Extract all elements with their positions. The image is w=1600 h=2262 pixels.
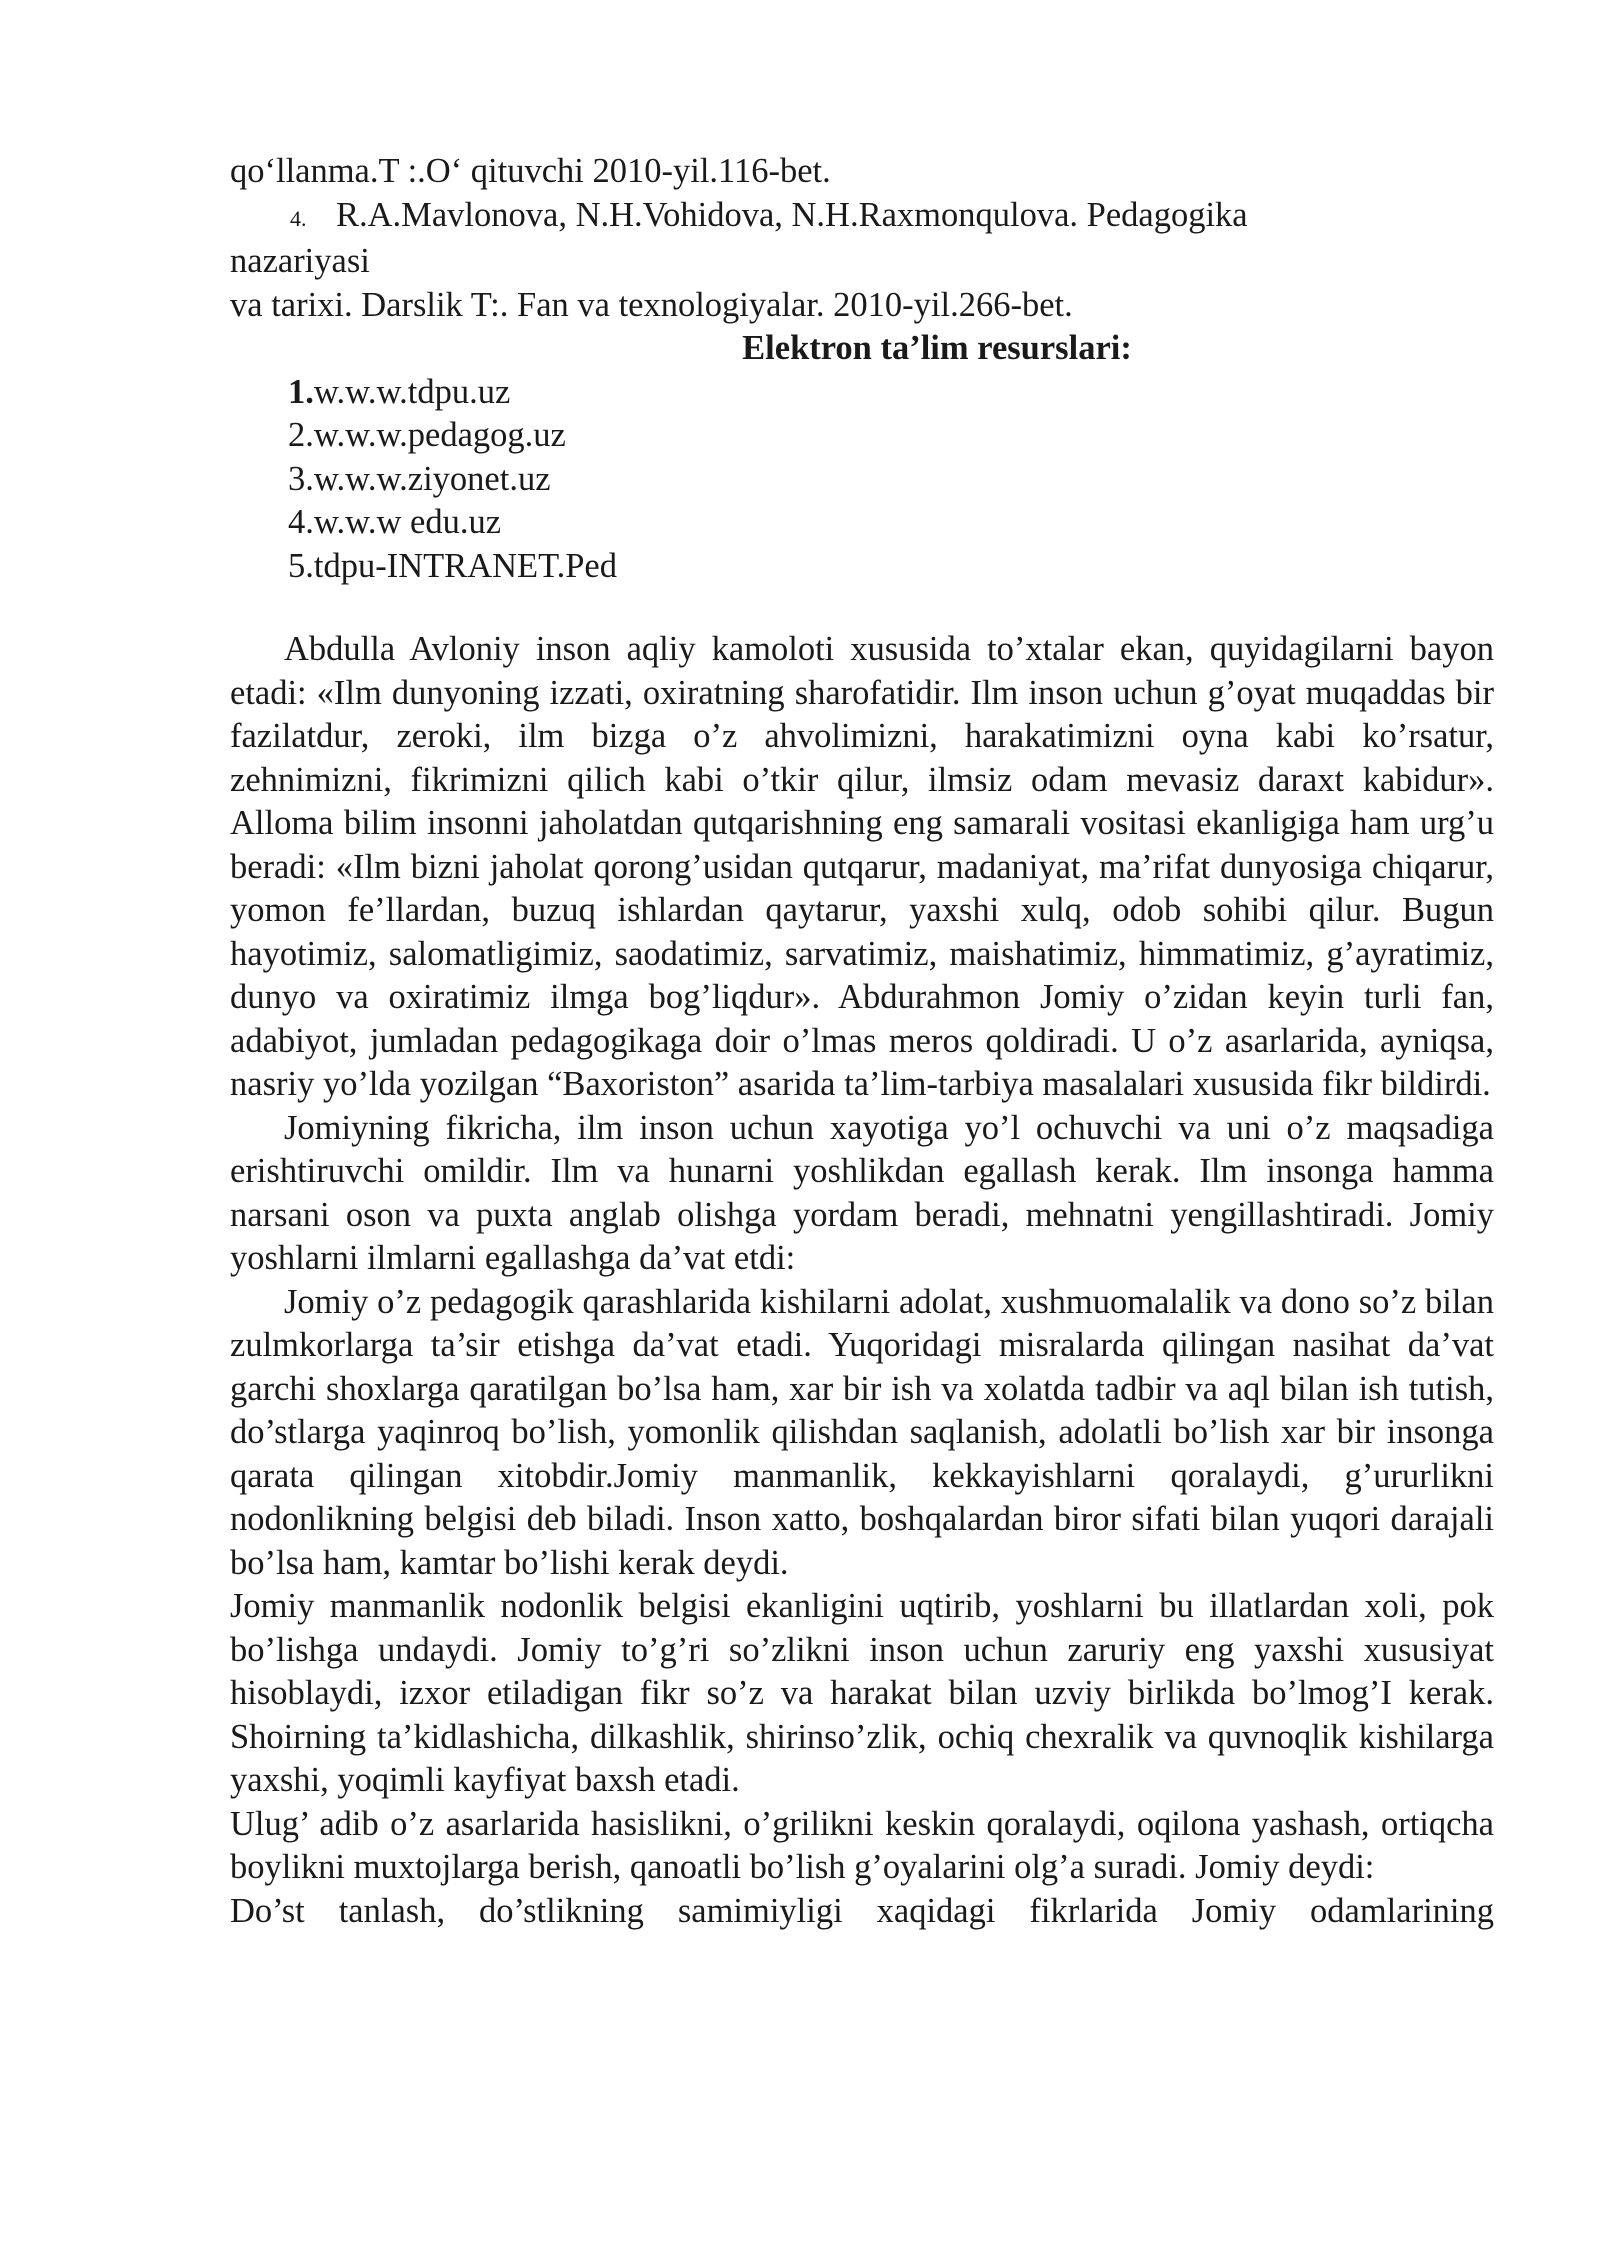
resource-number: 4.	[288, 503, 314, 541]
resource-number: 5.	[288, 546, 314, 585]
paragraph: Abdulla Avloniy inson aqliy kamoloti xususida to’xtalar ekan, quyidagilarni bayon etadi: «Ilm dunyoning izzati, oxiratning sharofatidir. Ilm inson uchun g’oyat muqaddas bir fazilatdur, zeroki, ilm bizga o’z ahvolimizni, harakatimizni oyna kabi ko’rsatur, zehnimizni, fikrimizni qilich kabi o’tkir qilur, ilmsiz odam mevasiz daraxt kabidur». Alloma bilim insonni jaholatdan qutqarishning eng samarali vositasi ekanligiga ham urg’u beradi: «Ilm bizni jaholat qorong’usidan qutqarur, madaniyat, ma’rifat dunyosiga chiqarur, yomon fe’llardan, buzuq ishlardan qaytarur, yaxshi xulq, odob sohibi qilur. Bugun hayotimiz, salomatligimiz, saodatimiz, sarvatimiz, maishatimiz, himmatimiz, g’ayratimiz, dunyo va oxiratimiz ilmga bog’liqdur». Abdurahmon Jomiy o’zidan keyin turli fan, adabiyot, jumladan pedagogikaga doir o’lmas meros qoldiradi. U o’z asarlarida, ayniqsa, nasriy yo’lda yozilgan “Baxoriston” asarida ta’lim-tarbiya masalalari xususida fikr bildirdi.	[230, 630, 1494, 1103]
paragraph: Jomiy o’z pedagogik qarashlarida kishilarni adolat, xushmuomalalik va dono so’z bilan zulmkorlarga ta’sir etishga da’vat etadi. Yuqoridagi misralarda qilingan nasihat da’vat garchi shoxlarga qaratilgan bo’lsa ham, xar bir ish va xolatda tadbir va aql bilan ish tutish, do’stlarga yaqinroq bo’lish, yomonlik qilishdan saqlanish, adolatli bo’lish xar bir insonga qarata qilingan xitobdir.Jomiy manmanlik, kekkayishlarni qoralaydi, g’ururlikni nodonlikning belgisi deb biladi. Inson xatto, boshqalardan biror sifati bilan yuqori darajali bo’lsa ham, kamtar bo’lishi kerak deydi.	[230, 1282, 1494, 1582]
resource-url[interactable]: w.w.w.pedagog.uz	[313, 416, 566, 454]
resource-list	[230, 371, 1494, 589]
paragraph: Ulug’ adib o’z asarlarida hasislikni, o’grilikni keskin qoralaydi, oqilona yashash, ortiqcha boylikni muxtojlarga berish, qanoatli bo’lish g’oyalarini olg’a suradi. Jomiy deydi:	[230, 1804, 1494, 1886]
resource-link[interactable]	[288, 501, 1494, 545]
reference-continuation: nazariyasi	[230, 242, 370, 280]
resource-url[interactable]: w.w.w.ziyonet.uz	[313, 459, 551, 498]
reference-continuation: va tarixi. Darslik T:. Fan va texnologiyalar. 2010-yil.266-bet.	[230, 285, 1073, 324]
resource-number: 3.	[288, 459, 314, 498]
paragraph: Do’st tanlash, do’stlikning samimiyligi xaqidagi fikrlarida Jomiy odamlarining	[230, 1891, 1494, 1930]
section-heading: Elektron ta’lim resurslari:	[742, 329, 1132, 367]
document-page	[230, 150, 1494, 1933]
reference-number: 4.	[290, 205, 307, 231]
spacer	[230, 588, 1494, 628]
resource-number: 2.	[288, 416, 314, 454]
reference-item-4	[230, 194, 1494, 241]
resource-link[interactable]	[288, 458, 1494, 502]
resource-url[interactable]: w.w.w edu.uz	[313, 503, 502, 541]
paragraph: Jomiy manmanlik nodonlik belgisi ekanligini uqtirib, yoshlarni bu illatlardan xoli, pok bo’lishga undaydi. Jomiy to’g’ri so’zlikni inson uchun zaruriy eng yaxshi xususiyat hisoblaydi, izxor etiladigan fikr so’z va harakat bilan uzviy birlikda bo’lmog’I kerak. Shoirning ta’kidlashicha, dilkashlik, shirinso’zlik, ochiq chexralik va quvnoqlik kishilarga yaxshi, yoqimli kayfiyat baxsh etadi.	[230, 1587, 1494, 1799]
paragraph: Jomiyning fikricha, ilm inson uchun xayotiga yo’l ochuvchi va uni o’z maqsadiga erishtiruvchi omildir. Ilm va hunarni yoshlikdan egallash kerak. Ilm insonga hamma narsani oson va puxta anglab olishga yordam beradi, mehnatni yengillashtiradi. Jomiy yoshlarni ilmlarni egallashga da’vat etdi:	[230, 1108, 1494, 1277]
resource-link[interactable]	[288, 545, 1494, 589]
resource-url[interactable]: tdpu-INTRANET.Ped	[313, 546, 617, 585]
reference-text: R.A.Mavlonova, N.H.Vohidova, N.H.Raxmonqulova. Pedagogika	[336, 195, 1248, 234]
resource-link[interactable]	[288, 414, 1494, 458]
resource-link[interactable]	[288, 371, 1494, 415]
body-text	[230, 628, 1494, 1933]
reference-continuation: qo‘llanma.T :.O‘ qituvchi 2010-yil.116-bet.	[230, 152, 831, 190]
resource-url[interactable]: w.w.w.tdpu.uz	[313, 372, 511, 411]
resource-number: 1.	[288, 372, 314, 411]
